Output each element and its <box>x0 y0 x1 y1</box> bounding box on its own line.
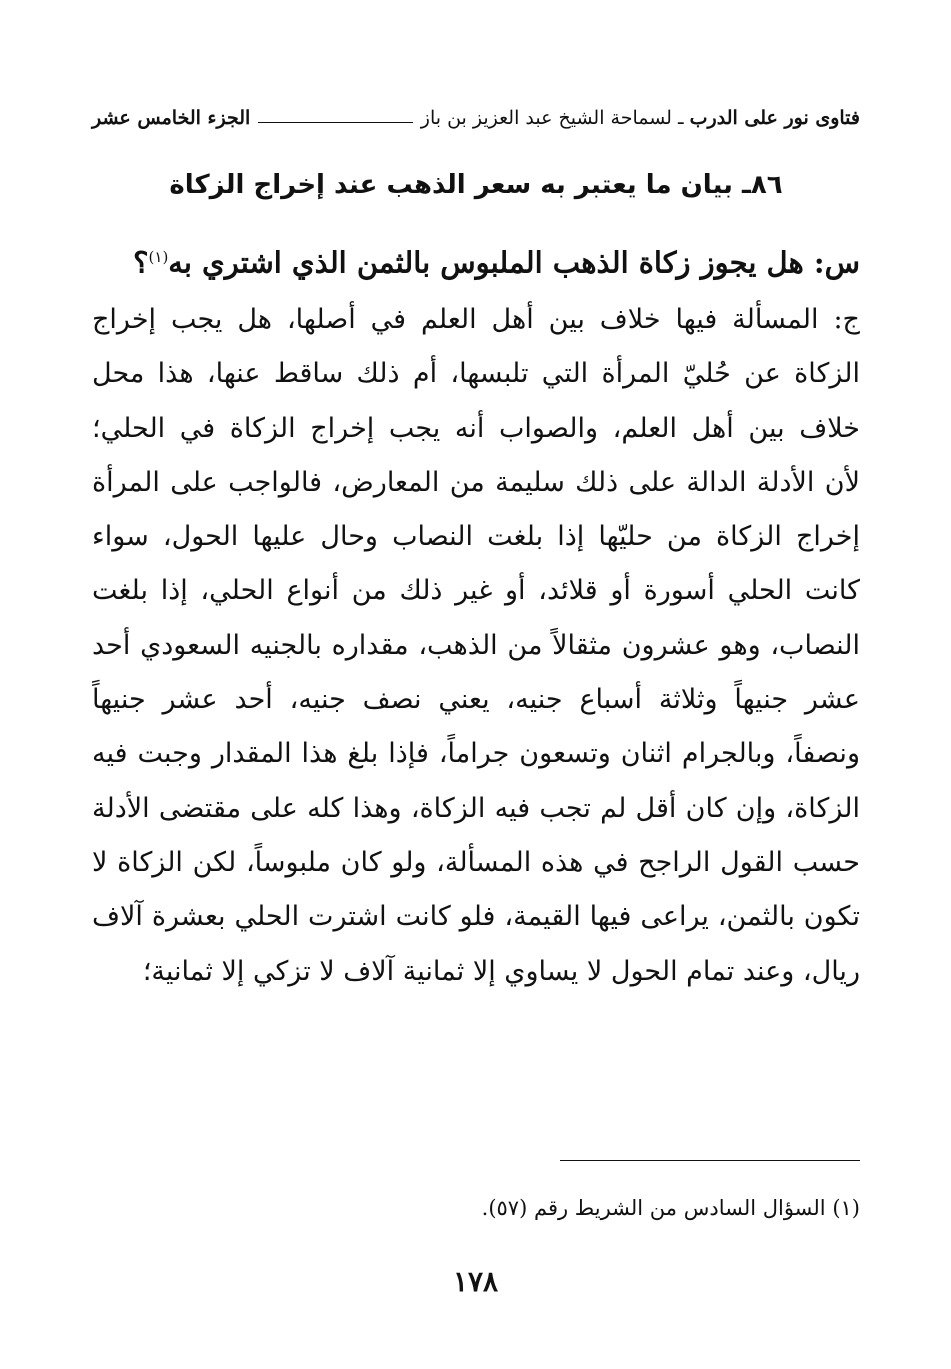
answer-line: النصاب، وهو عشرون مثقالاً من الذهب، مقداره بالجنيه السعودي أحد <box>92 629 860 661</box>
answer-line: خلاف بين أهل العلم، والصواب أنه يجب إخراج الزكاة في الحلي؛ <box>92 412 860 444</box>
question-text: س: هل يجوز زكاة الذهب الملبوس بالثمن الذي اشتري به <box>168 245 860 280</box>
answer-line: ج: المسألة فيها خلاف بين أهل العلم في أصلها، هل يجب إخراج <box>92 304 860 335</box>
answer-line: حسب القول الراجح في هذه المسألة، ولو كان ملبوساً، لكن الزكاة لا <box>92 846 860 878</box>
answer-line: ونصفاً، وبالجرام اثنان وتسعون جراماً، فإذا بلغ هذا المقدار وجبت فيه <box>92 738 860 770</box>
answer-line: الزكاة عن حُليّ المرأة التي تلبسها، أم ذلك ساقط عنها، هذا محل <box>92 358 860 390</box>
footnote-marker: (١) <box>148 248 169 266</box>
answer-line: لأن الأدلة الدالة على ذلك سليمة من المعارض، فالواجب على المرأة <box>92 466 860 498</box>
footnote: (١) السؤال السادس من الشريط رقم (٥٧). <box>481 1196 860 1220</box>
page-number: ١٧٨ <box>452 1265 499 1298</box>
answer-line: كانت الحلي أسورة أو قلائد، أو غير ذلك من أنواع الحلي، إذا بلغت <box>92 575 860 607</box>
answer-line: عشر جنيهاً وثلاثة أسباع جنيه، يعني نصف جنيه، أحد عشر جنيهاً <box>92 684 860 716</box>
header-separator: ـ <box>678 107 684 129</box>
answer-line: إخراج الزكاة من حليّها إذا بلغت النصاب وحال عليها الحول، سواء <box>92 521 860 553</box>
header-book-title: فتاوى نور على الدرب <box>689 107 860 129</box>
header-rule <box>258 122 413 123</box>
answer-body <box>92 293 860 999</box>
running-header <box>92 98 860 138</box>
footnote-rule <box>560 1160 860 1161</box>
question <box>92 232 860 288</box>
section-title: ٨٦ـ بيان ما يعتبر به سعر الذهب عند إخراج الزكاة <box>169 170 783 200</box>
header-part: الجزء الخامس عشر <box>92 107 251 129</box>
answer-line: ريال، وعند تمام الحول لا يساوي إلا ثمانية آلاف لا تزكي إلا ثمانية؛ <box>142 955 860 987</box>
answer-line: تكون بالثمن، يراعى فيها القيمة، فلو كانت اشترت الحلي بعشرة آلاف <box>92 901 860 933</box>
header-author: لسماحة الشيخ عبد العزيز بن باز <box>420 107 672 129</box>
question-end-mark: ؟ <box>133 245 149 280</box>
answer-line: الزكاة، وإن كان أقل لم تجب فيه الزكاة، وهذا كله على مقتضى الأدلة <box>92 792 860 824</box>
